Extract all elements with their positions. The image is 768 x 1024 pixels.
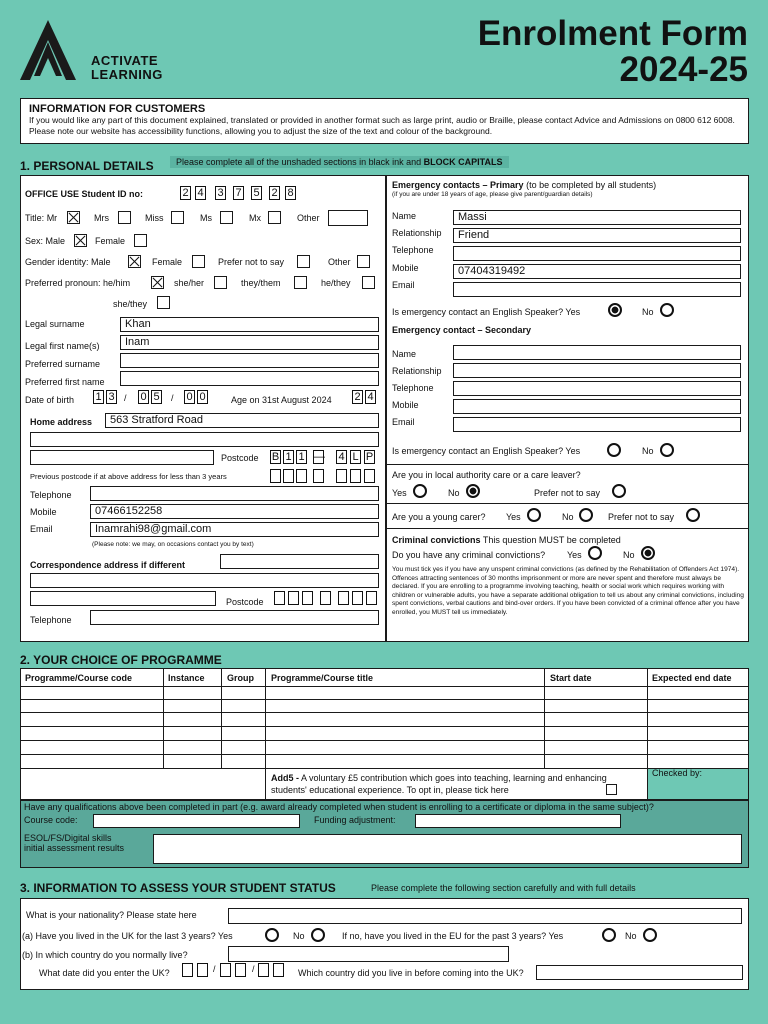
- legal-surname-input[interactable]: Khan: [120, 317, 379, 332]
- home-address-line3[interactable]: [30, 450, 214, 465]
- corr-address-label: Correspondence address if different: [30, 560, 186, 570]
- gender-male-checkbox[interactable]: [128, 255, 141, 268]
- prev-country-label: Which country did you live in before coming into the UK?: [298, 968, 524, 978]
- country-live-input[interactable]: [228, 946, 509, 962]
- uk-3-years-no-radio[interactable]: [311, 928, 325, 942]
- title-other-label: Other: [297, 213, 320, 223]
- prev-postcode-label: Previous postcode if at above address for less than 3 years: [30, 472, 227, 481]
- corr-postcode-label: Postcode: [226, 597, 264, 607]
- activate-learning-logo-icon: [18, 18, 86, 82]
- email-label: Email: [30, 524, 53, 534]
- dob-slash: /: [171, 393, 174, 403]
- care-question: Are you in local authority care or a care leaver?: [392, 470, 581, 480]
- ec2-tel-label: Telephone: [392, 383, 434, 393]
- care-yes-label: Yes: [392, 488, 407, 498]
- ec2-english-label: Is emergency contact an English Speaker? Yes: [392, 446, 581, 456]
- title-mrs-label: Mrs: [94, 213, 109, 223]
- add5-text: Add5 - A voluntary £5 contribution which goes into teaching, learning and enhancing students' educational experience. To opt in, please tick here: [271, 773, 607, 795]
- col-header: Start date: [550, 673, 592, 683]
- ec2-mob-input[interactable]: [453, 399, 741, 414]
- col-header: Instance: [168, 673, 205, 683]
- pronoun-she-her-checkbox[interactable]: [214, 276, 227, 289]
- care-no-label: No: [448, 488, 460, 498]
- carer-no-label: No: [562, 512, 574, 522]
- pronoun-he-they-checkbox[interactable]: [362, 276, 375, 289]
- pronoun-she-they-checkbox[interactable]: [157, 296, 170, 309]
- funding-input[interactable]: [415, 814, 621, 828]
- crim-no-label: No: [623, 550, 635, 560]
- carer-pnts-label: Prefer not to say: [608, 512, 675, 522]
- ec1-email-label: Email: [392, 280, 415, 290]
- gender-pnts-label: Prefer not to say: [218, 257, 285, 267]
- section-1-note: Please complete all of the unshaded sections in black ink and BLOCK CAPITALS: [170, 156, 509, 168]
- course-code-input[interactable]: [93, 814, 300, 828]
- uk-3-years-yes-radio[interactable]: [265, 928, 279, 942]
- corr-telephone-label: Telephone: [30, 615, 72, 625]
- corr-telephone-input[interactable]: [90, 610, 379, 625]
- partial-question: Have any qualifications above been completed in part (e.g. award already completed when student is enrolling to a certificate or diploma in the same subject)?: [24, 802, 654, 812]
- carer-yes-radio[interactable]: [527, 508, 541, 522]
- home-address-line1[interactable]: 563 Stratford Road: [105, 413, 379, 428]
- info-heading: INFORMATION FOR CUSTOMERS: [29, 103, 206, 115]
- ec2-name-label: Name: [392, 349, 417, 359]
- postcode-char: 1: [283, 450, 294, 464]
- legal-surname-label: Legal surname: [25, 319, 85, 329]
- age-label: Age on 31st August 2024: [231, 395, 332, 405]
- title-mx-label: Mx: [249, 213, 261, 223]
- eu-3-years-yes-radio[interactable]: [602, 928, 616, 942]
- uk-3-years-label: (a) Have you lived in the UK for the last 3 years? Yes: [22, 931, 233, 941]
- mobile-input[interactable]: 07466152258: [90, 504, 379, 519]
- dob-digit: 5: [151, 390, 162, 404]
- eu-3-years-no-label: No: [625, 931, 637, 941]
- divider: [386, 528, 749, 529]
- col-header: Expected end date: [652, 673, 732, 683]
- section-2-title: 2. YOUR CHOICE OF PROGRAMME: [20, 653, 222, 667]
- email-input[interactable]: Inamrahi98@gmail.com: [90, 522, 379, 537]
- office-use-label: OFFICE USE Student ID no:: [25, 189, 143, 199]
- dob-digit: 0: [138, 390, 149, 404]
- home-address-label: Home address: [30, 417, 93, 427]
- carer-pnts-radio[interactable]: [686, 508, 700, 522]
- section-3-note: Please complete the following section carefully and with full details: [371, 883, 636, 893]
- carer-yes-label: Yes: [506, 512, 521, 522]
- sex-female-checkbox[interactable]: [134, 234, 147, 247]
- ec1-mob-input[interactable]: 07404319492: [453, 264, 741, 279]
- crim-yes-radio[interactable]: [588, 546, 602, 560]
- course-code-label: Course code:: [24, 815, 78, 825]
- ec1-english-no-radio[interactable]: [660, 303, 674, 317]
- ec1-english-yes-radio[interactable]: [608, 303, 622, 317]
- dob-label: Date of birth: [25, 395, 75, 405]
- ec1-title: Emergency contacts – Primary (to be completed by all students): [392, 180, 657, 190]
- nationality-label: What is your nationality? Please state here: [26, 910, 197, 920]
- ec1-subtitle: (if you are under 18 years of age, please give parent/guardian details): [392, 191, 593, 198]
- gender-other-label: Other: [328, 257, 351, 267]
- ec2-english-yes-radio[interactable]: [607, 443, 621, 457]
- nationality-input[interactable]: [228, 908, 742, 924]
- esol-input[interactable]: [153, 834, 742, 864]
- ec1-tel-label: Telephone: [392, 245, 434, 255]
- title-mx-checkbox[interactable]: [268, 211, 281, 224]
- ec2-name-input[interactable]: [453, 345, 741, 360]
- pref-surname-input[interactable]: [120, 353, 379, 368]
- home-address-line2[interactable]: [30, 432, 379, 447]
- info-text: If you would like any part of this document explained, translated or provided in another format such as large print, audio or Braille, please contact Advice and Admissions on 0800 612 6008. Please note our website has accessibility functions, allowing you to adjust the size of the text and colour of the background.: [29, 115, 735, 136]
- form-title: Enrolment Form 2024-25: [477, 14, 748, 89]
- ec1-mob-label: Mobile: [392, 263, 419, 273]
- section-1-title: 1. PERSONAL DETAILS: [20, 159, 154, 173]
- col-header: Programme/Course code: [25, 673, 133, 683]
- crim-question: Do you have any criminal convictions?: [392, 550, 546, 560]
- ec2-english-no-label: No: [642, 446, 654, 456]
- corr-address-line3[interactable]: [30, 591, 216, 606]
- ec2-mob-label: Mobile: [392, 400, 419, 410]
- age-digit: 2: [352, 390, 363, 404]
- pronoun-she-they-label: she/they: [113, 299, 148, 309]
- pronoun-he-him-checkbox[interactable]: [151, 276, 164, 289]
- uk-entry-date-label: What date did you enter the UK?: [39, 968, 170, 978]
- prev-country-input[interactable]: [536, 965, 743, 980]
- postcode-char: L: [350, 450, 361, 464]
- telephone-label: Telephone: [30, 490, 72, 500]
- brand-name: ACTIVATE LEARNING: [91, 53, 163, 82]
- mobile-label: Mobile: [30, 507, 57, 517]
- title-mrs-checkbox[interactable]: [118, 211, 131, 224]
- dob-digit: 0: [184, 390, 195, 404]
- postcode-char: P: [365, 451, 374, 463]
- ec1-rel-label: Relationship: [392, 228, 442, 238]
- funding-label: Funding adjustment:: [314, 815, 396, 825]
- ec1-name-label: Name: [392, 211, 417, 221]
- divider: [386, 464, 749, 465]
- country-live-label: (b) In which country do you normally live?: [22, 950, 188, 960]
- ec1-rel-input[interactable]: Friend: [453, 228, 741, 243]
- carer-question: Are you a young carer?: [392, 512, 486, 522]
- postcode-char: 4: [336, 450, 347, 464]
- legal-first-label: Legal first name(s): [25, 341, 100, 351]
- pronoun-they-them-label: they/them: [241, 278, 281, 288]
- pronoun-he-they-label: he/they: [321, 278, 351, 288]
- title-label: Title: Mr: [25, 213, 58, 223]
- crim-no-radio[interactable]: [641, 546, 655, 560]
- gender-pnts-checkbox[interactable]: [297, 255, 310, 268]
- sex-female-label: Female: [95, 236, 126, 246]
- ec2-rel-label: Relationship: [392, 366, 442, 376]
- contact-note: (Please note: we may, on occasions contact you by text): [92, 541, 254, 548]
- title-ms-checkbox[interactable]: [220, 211, 233, 224]
- dob-slash: /: [124, 393, 127, 403]
- dob-digit: 0: [197, 390, 208, 404]
- title-other-input[interactable]: [328, 210, 368, 226]
- eu-3-years-label: If no, have you lived in the EU for the past 3 years? Yes: [342, 931, 564, 941]
- pref-first-label: Preferred first name: [25, 377, 105, 387]
- pronoun-label: Preferred pronoun: he/him: [25, 278, 131, 288]
- postcode-label: Postcode: [221, 453, 259, 463]
- col-header: Group: [227, 673, 254, 683]
- ec1-english-no-label: No: [642, 307, 654, 317]
- ec1-name-input[interactable]: Massi: [453, 210, 741, 225]
- section-3-title: 3. INFORMATION TO ASSESS YOUR STUDENT STATUS: [20, 881, 336, 895]
- info-box: [20, 98, 749, 144]
- sex-male-checkbox[interactable]: [74, 234, 87, 247]
- pronoun-they-them-checkbox[interactable]: [294, 276, 307, 289]
- ec2-tel-input[interactable]: [453, 381, 741, 396]
- esol-label: ESOL/FS/Digital skills initial assessment results: [24, 833, 125, 853]
- title-ms-label: Ms: [200, 213, 212, 223]
- crim-yes-label: Yes: [567, 550, 582, 560]
- pref-surname-label: Preferred surname: [25, 359, 101, 369]
- gender-label: Gender identity: Male: [25, 257, 111, 267]
- dob-digit: 1: [93, 390, 104, 404]
- pronoun-she-her-label: she/her: [174, 278, 205, 288]
- ec2-english-no-radio[interactable]: [660, 443, 674, 457]
- add5-checkbox[interactable]: [606, 784, 617, 795]
- age-digit: 4: [365, 390, 376, 404]
- legal-first-input[interactable]: Inam: [120, 335, 379, 350]
- postcode-char: 1: [296, 450, 307, 464]
- corr-address-line2[interactable]: [30, 573, 379, 588]
- col-header: Programme/Course title: [271, 673, 374, 683]
- sex-label: Sex: Male: [25, 236, 66, 246]
- crim-text: You must tick yes if you have any unspent criminal convictions (as defined by the Rehabilitation of Offenders Act 1974). Offences attracting sentences of 30 months imprisonment or more are never spent and therefore must always be declared. If you are enrolling to a programme involving teaching, health or social work which requires working with children or vulnerable adults, you have a separate additional obligation to tell us about any criminal convictions, including spent convictions, verbal cautions and bind-over orders. If you have been convicted of a criminal offence after you have enrolled, you MUST tell us immediately.: [392, 566, 744, 616]
- gender-other-checkbox[interactable]: [357, 255, 370, 268]
- eu-3-years-no-radio[interactable]: [643, 928, 657, 942]
- postcode-char: —: [314, 451, 325, 463]
- gender-female-label: Female: [152, 257, 183, 267]
- ec1-email-input[interactable]: [453, 282, 741, 297]
- title-mr-checkbox[interactable]: [67, 211, 80, 224]
- gender-female-checkbox[interactable]: [192, 255, 205, 268]
- title-miss-checkbox[interactable]: [171, 211, 184, 224]
- pref-first-input[interactable]: [120, 371, 379, 386]
- uk-3-years-no-label: No: [293, 931, 305, 941]
- carer-no-radio[interactable]: [579, 508, 593, 522]
- ec2-title: Emergency contact – Secondary: [392, 325, 532, 335]
- telephone-input[interactable]: [90, 486, 379, 501]
- care-no-radio[interactable]: [466, 484, 480, 498]
- ec2-email-label: Email: [392, 417, 415, 427]
- checked-by-label: Checked by:: [652, 768, 703, 778]
- corr-address-line1[interactable]: [220, 554, 379, 569]
- title-miss-label: Miss: [145, 213, 164, 223]
- ec1-tel-input[interactable]: [453, 246, 741, 261]
- ec2-rel-input[interactable]: [453, 363, 741, 378]
- postcode-char: B: [271, 451, 280, 463]
- crim-title: Criminal convictions This question MUST be completed: [392, 535, 621, 545]
- dob-digit: 3: [106, 390, 117, 404]
- care-yes-radio[interactable]: [413, 484, 427, 498]
- ec1-english-label: Is emergency contact an English Speaker? Yes: [392, 307, 581, 317]
- care-pnts-label: Prefer not to say: [534, 488, 601, 498]
- ec2-email-input[interactable]: [453, 417, 741, 432]
- divider: [386, 503, 749, 504]
- care-pnts-radio[interactable]: [612, 484, 626, 498]
